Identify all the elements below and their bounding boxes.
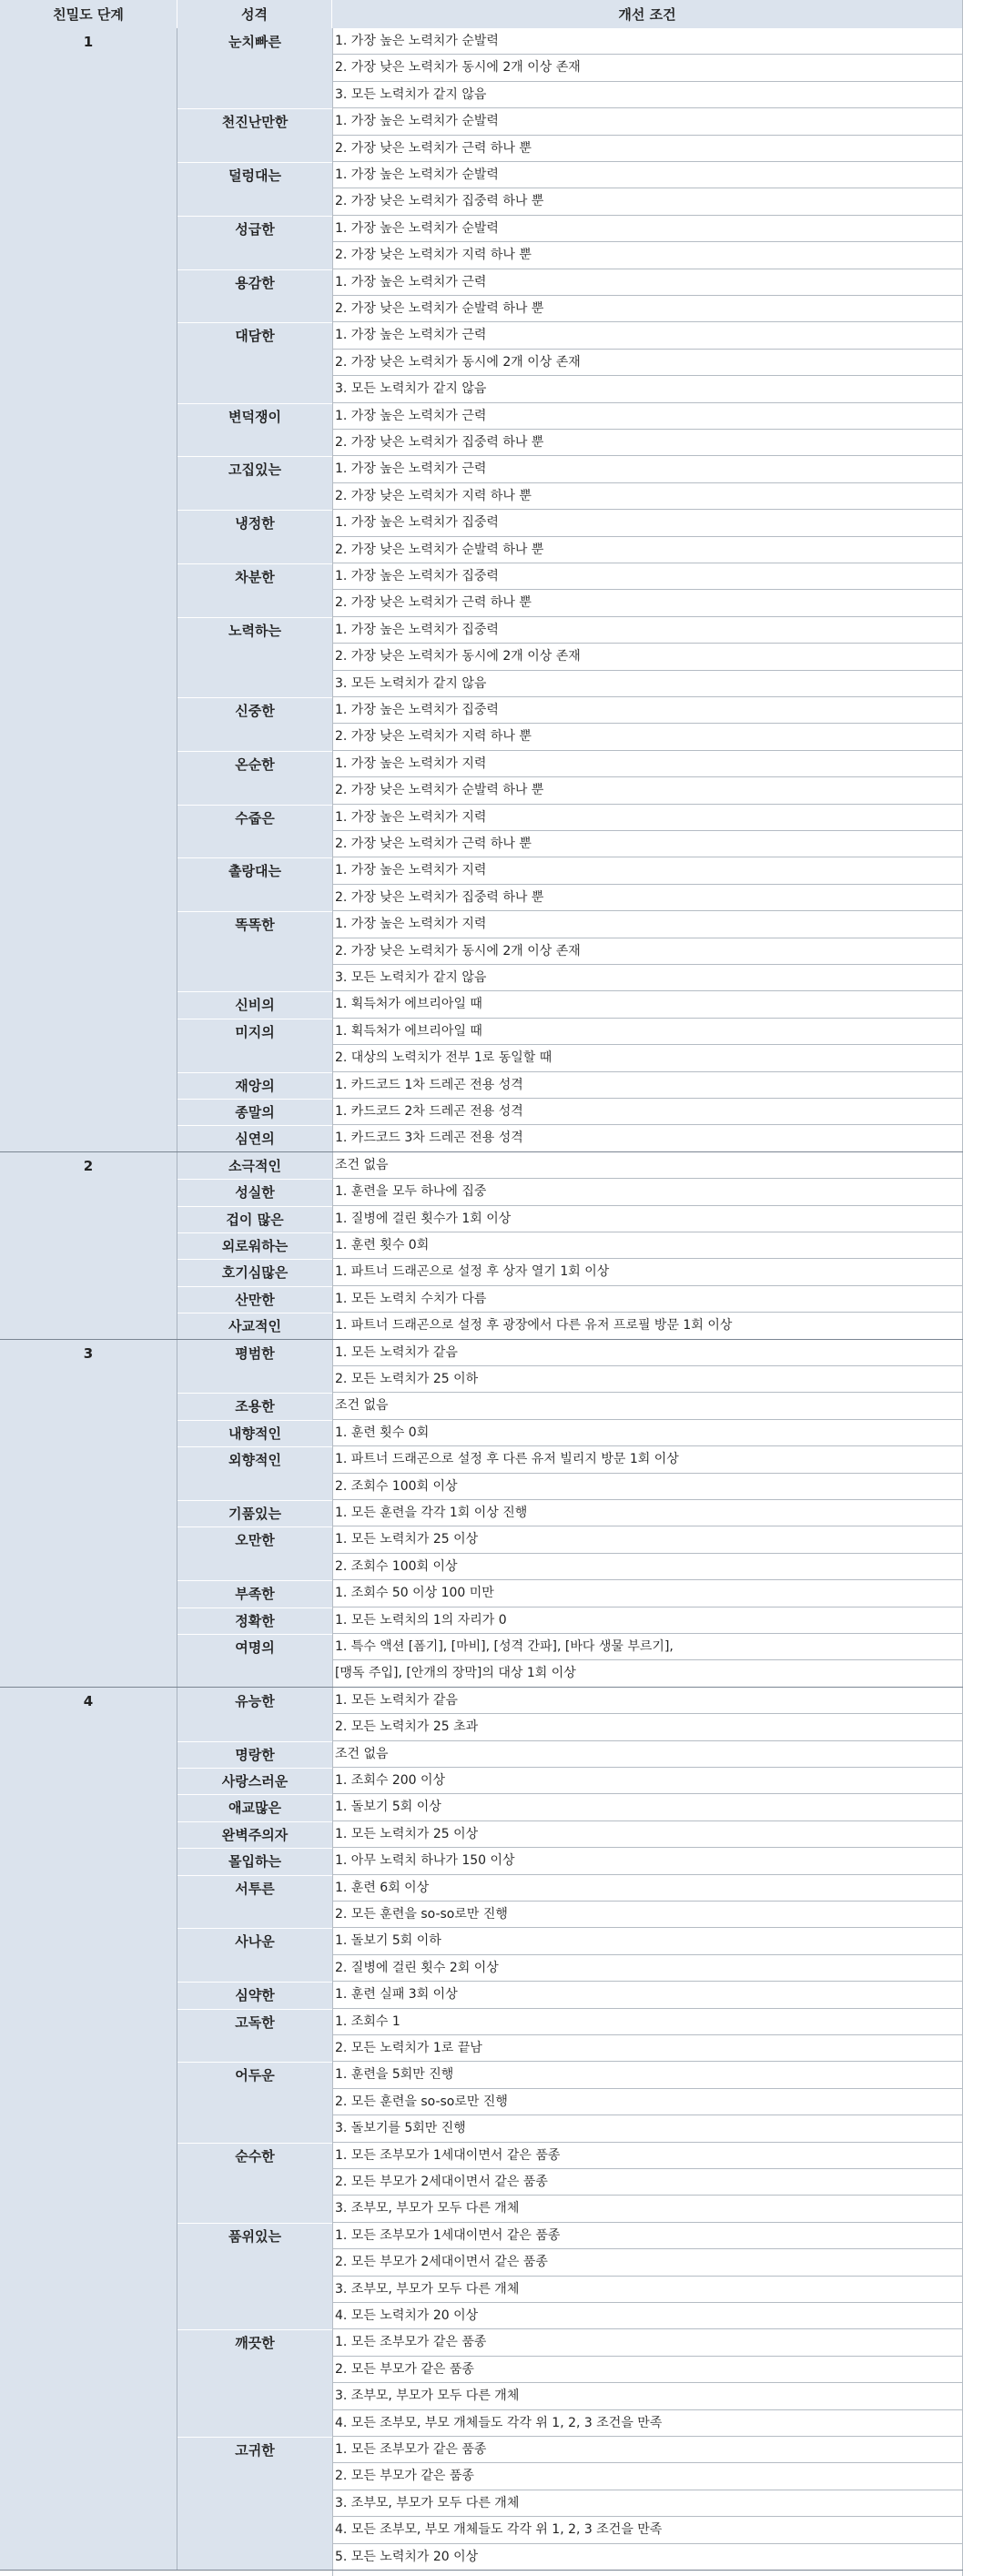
condition-text: 1. 가장 높은 노력치가 집중력 [335, 622, 499, 637]
condition-row-line [332, 2516, 963, 2517]
personality-divider [177, 2329, 332, 2330]
condition-text: [맹독 주입], [안개의 장막]의 대상 1회 이상 [335, 1666, 576, 1681]
condition-row-line [332, 2328, 963, 2329]
condition-row-line [332, 2168, 963, 2169]
personality-name: 고독한 [235, 2013, 275, 2031]
personality-divider [177, 805, 332, 806]
condition-text: 2. 조회수 100회 이상 [335, 1478, 458, 1494]
condition-row-line [332, 616, 963, 617]
personality-divider [177, 1072, 332, 1073]
condition-text: 1. 훈련 6회 이상 [335, 1880, 430, 1895]
condition-text: 1. 훈련을 5회만 진행 [335, 2067, 454, 2083]
personality-divider [177, 697, 332, 698]
condition-row-line [332, 2276, 963, 2277]
condition-text: 3. 모든 노력치가 같지 않음 [335, 675, 487, 691]
condition-row-line [332, 1018, 963, 1019]
personality-divider [177, 1286, 332, 1287]
personality-divider [177, 1259, 332, 1260]
condition-text: 5. 모든 노력치가 20 이상 [335, 2549, 479, 2564]
condition-text: 4. 모든 조부모, 부모 개체들도 각각 위 1, 2, 3 조건을 만족 [335, 2522, 663, 2538]
condition-row-line [332, 750, 963, 751]
condition-row-line [332, 884, 963, 885]
personality-name: 내향적인 [228, 1425, 281, 1442]
condition-text: 1. 가장 높은 노력치가 지력 [335, 917, 487, 932]
condition-row-line [332, 1874, 963, 1875]
condition-text: 1. 조회수 1 [335, 2013, 400, 2029]
condition-row-line [332, 161, 963, 162]
condition-text: 3. 모든 노력치가 같지 않음 [335, 381, 487, 397]
condition-row-line [332, 321, 963, 322]
condition-row-line [332, 910, 963, 911]
condition-row-line [332, 830, 963, 831]
condition-row-line [332, 1579, 963, 1580]
condition-text: 2. 가장 낮은 노력치가 집중력 하나 뿐 [335, 435, 544, 450]
personality-divider [177, 1794, 332, 1795]
header-personality: 성격 [177, 0, 332, 28]
condition-text: 3. 모든 노력치가 같지 않음 [335, 970, 487, 985]
condition-row-line [332, 54, 963, 55]
condition-row-line [332, 2008, 963, 2009]
personality-divider [177, 1848, 332, 1849]
condition-text: 1. 모든 조부모가 같은 품종 [335, 2442, 487, 2457]
personality-divider [177, 751, 332, 752]
condition-row-line [332, 1793, 963, 1794]
personality-name: 재앙의 [235, 1077, 275, 1094]
condition-text: 2. 조회수 100회 이상 [335, 1558, 458, 1574]
condition-text: 2. 가장 낮은 노력치가 순발력 하나 뿐 [335, 542, 544, 557]
condition-text: 1. 파트너 드래곤으로 설정 후 다른 유저 빌리지 방문 1회 이상 [335, 1452, 679, 1467]
personality-name: 산만한 [235, 1291, 275, 1308]
condition-text: 2. 모든 훈련을 so-so로만 진행 [335, 2094, 508, 2109]
condition-text: 3. 조부모, 부모가 모두 다른 개체 [335, 2495, 520, 2510]
personality-name: 평범한 [235, 1344, 275, 1362]
condition-row-line [332, 402, 963, 403]
personality-divider [177, 563, 332, 564]
tier-label: 4 [0, 1688, 177, 2571]
condition-text: 2. 모든 부모가 같은 품종 [335, 2469, 474, 2484]
condition-row-line [332, 1445, 963, 1446]
condition-text: 1. 파트너 드래곤으로 설정 후 광장에서 다른 유저 프로필 방문 1회 이상 [335, 1318, 733, 1334]
condition-text: 2. 가장 낮은 노력치가 집중력 하나 뿐 [335, 194, 544, 209]
condition-row-line [332, 1124, 963, 1125]
personality-divider [177, 1821, 332, 1822]
personality-divider [177, 1928, 332, 1929]
personality-name: 심연의 [235, 1131, 275, 1148]
condition-row-line [332, 643, 963, 644]
personality-name: 소극적인 [228, 1157, 281, 1174]
condition-text: 조건 없음 [335, 1746, 389, 1761]
condition-row-line [332, 536, 963, 537]
condition-row-line [332, 2409, 963, 2410]
condition-row-line [332, 2543, 963, 2544]
condition-row-line [332, 455, 963, 456]
condition-text: 1. 모든 노력치가 같음 [335, 1344, 458, 1360]
personality-divider [177, 1420, 332, 1421]
condition-row-line [332, 1553, 963, 1554]
personality-name: 덜렁대는 [228, 167, 281, 184]
condition-text: 1. 가장 높은 노력치가 지력 [335, 863, 487, 878]
condition-row-line [332, 2195, 963, 2196]
condition-text: 1. 카드코드 2차 드레곤 전용 성격 [335, 1104, 523, 1119]
condition-row-line [332, 1767, 963, 1768]
condition-row-line [332, 2382, 963, 2383]
personality-name: 호기심많은 [221, 1264, 289, 1282]
condition-row-line [332, 1713, 963, 1714]
condition-row-line [332, 1981, 963, 1982]
condition-row-line [332, 241, 963, 242]
personality-divider [177, 2062, 332, 2063]
condition-text: 3. 조부모, 부모가 모두 다른 개체 [335, 2201, 520, 2216]
condition-row-line [332, 2436, 963, 2437]
personality-name: 온순한 [235, 756, 275, 773]
condition-text: 1. 가장 높은 노력치가 집중력 [335, 703, 499, 717]
personality-divider [177, 456, 332, 457]
condition-text: 2. 가장 낮은 노력치가 집중력 하나 뿐 [335, 889, 544, 905]
personality-name: 서투른 [235, 1880, 275, 1897]
condition-text: 1. 모든 노력치 수치가 다름 [335, 1291, 487, 1306]
personality-name: 어두운 [235, 2067, 275, 2084]
condition-text: 2. 모든 부모가 같은 품종 [335, 2361, 474, 2377]
condition-row-line [332, 2034, 963, 2035]
condition-row-line [332, 2142, 963, 2143]
personality-name: 종말의 [235, 1104, 275, 1121]
personality-name: 냉정한 [235, 515, 275, 532]
personality-name: 부족한 [235, 1586, 275, 1603]
condition-text: 1. 모든 노력치가 같음 [335, 1692, 458, 1708]
personality-divider [177, 991, 332, 992]
condition-text: 2. 가장 낮은 노력치가 근력 하나 뿐 [335, 595, 532, 611]
condition-text: 1. 가장 높은 노력치가 집중력 [335, 515, 499, 531]
condition-text: 1. 훈련 실패 3회 이상 [335, 1987, 458, 2003]
condition-row-line [332, 723, 963, 724]
condition-row-line [332, 1044, 963, 1045]
personality-name: 성급한 [235, 220, 275, 238]
condition-text: 2. 가장 낮은 노력치가 순발력 하나 뿐 [335, 301, 544, 316]
personality-name: 조용한 [235, 1398, 275, 1415]
personality-name: 고귀한 [235, 2442, 275, 2459]
condition-text: 2. 가장 낮은 노력치가 근력 하나 뿐 [335, 140, 532, 156]
condition-text: 2. 질병에 걸린 횟수 2회 이상 [335, 1960, 499, 1975]
personality-name: 수줍은 [235, 809, 275, 827]
condition-text: 1. 모든 조부모가 1세대이면서 같은 품종 [335, 2147, 561, 2163]
personality-divider [177, 1500, 332, 1501]
condition-text: 1. 가장 높은 노력치가 근력 [335, 408, 487, 423]
condition-text: 2. 가장 낮은 노력치가 동시에 2개 이상 존재 [335, 649, 581, 664]
condition-row-line [332, 1633, 963, 1634]
condition-row-line [332, 990, 963, 991]
personality-name: 대담한 [235, 328, 275, 345]
condition-text: 1. 가장 높은 노력치가 근력 [335, 274, 487, 289]
condition-text: 4. 모든 노력치가 20 이상 [335, 2308, 479, 2323]
condition-row-line [332, 1205, 963, 1206]
condition-row-line [332, 429, 963, 430]
personality-divider [177, 1446, 332, 1447]
condition-row-line [332, 1392, 963, 1393]
condition-text: 3. 조부모, 부모가 모두 다른 개체 [335, 2281, 520, 2297]
condition-text: 1. 가장 높은 노력치가 순발력 [335, 167, 499, 182]
condition-row-line [332, 589, 963, 590]
condition-text: 1. 모든 조부모가 같은 품종 [335, 2335, 487, 2350]
condition-text: 2. 가장 낮은 노력치가 지력 하나 뿐 [335, 248, 532, 263]
condition-text: 1. 조회수 50 이상 100 미만 [335, 1586, 494, 1601]
condition-row-line [332, 2061, 963, 2062]
personality-band [177, 1688, 332, 2571]
personality-divider [177, 1875, 332, 1876]
condition-row-line [332, 2088, 963, 2089]
personality-divider [177, 1232, 332, 1233]
personality-name: 외로워하는 [221, 1238, 289, 1254]
condition-text: 1. 획득처가 에브리아일 때 [335, 997, 482, 1012]
condition-text: 1. 모든 훈련을 각각 1회 이상 진행 [335, 1506, 528, 1520]
condition-text: 1. 가장 높은 노력치가 지력 [335, 809, 487, 825]
condition-text: 1. 모든 노력치가 25 이상 [335, 1826, 479, 1841]
condition-row-line [332, 964, 963, 965]
personality-divider [177, 1099, 332, 1100]
condition-text: 4. 모든 조부모, 부모 개체들도 각각 위 1, 2, 3 조건을 만족 [335, 2415, 663, 2430]
condition-text: 2. 대상의 노력치가 전부 1로 동일할 때 [335, 1050, 552, 1066]
condition-row-line [332, 1740, 963, 1741]
condition-text: 2. 가장 낮은 노력치가 순발력 하나 뿐 [335, 783, 544, 798]
condition-text: 2. 모든 노력치가 25 초과 [335, 1719, 479, 1735]
condition-text: 2. 가장 낮은 노력치가 지력 하나 뿐 [335, 488, 532, 503]
personality-name: 외향적인 [228, 1452, 281, 1469]
condition-row-line [332, 1901, 963, 1902]
personality-divider [177, 1580, 332, 1581]
condition-row-line [332, 696, 963, 697]
condition-row-line [332, 804, 963, 805]
personality-divider [177, 1607, 332, 1608]
condition-text: 1. 가장 높은 노력치가 순발력 [335, 114, 499, 129]
condition-row-line [332, 1847, 963, 1848]
condition-row-line [332, 1954, 963, 1955]
condition-row-line [332, 1178, 963, 1179]
condition-row-line [332, 2302, 963, 2303]
condition-text: 1. 훈련 횟수 0회 [335, 1425, 430, 1440]
condition-text: 1. 모든 조부모가 1세대이면서 같은 품종 [335, 2227, 561, 2243]
condition-text: 2. 가장 낮은 노력치가 동시에 2개 이상 존재 [335, 354, 581, 370]
condition-text: 2. 모든 부모가 2세대이면서 같은 품종 [335, 2175, 548, 2189]
personality-name: 변덕쟁이 [228, 408, 281, 425]
condition-row-line [332, 135, 963, 136]
personality-name: 신비의 [235, 997, 275, 1014]
personality-divider [177, 1526, 332, 1527]
condition-text: 2. 모든 부모가 2세대이면서 같은 품종 [335, 2255, 548, 2270]
condition-row-line [332, 107, 963, 108]
personality-divider [177, 2223, 332, 2224]
personality-divider [177, 1179, 332, 1180]
condition-row-line [332, 1499, 963, 1500]
condition-row-line [332, 2462, 963, 2463]
personality-name: 순수한 [235, 2147, 275, 2165]
personality-name: 유능한 [235, 1692, 275, 1709]
personality-name: 사나운 [235, 1933, 275, 1951]
personality-divider [177, 322, 332, 323]
personality-divider [177, 1125, 332, 1126]
condition-row-line [332, 2248, 963, 2249]
personality-name: 똑똑한 [235, 917, 275, 934]
personality-name: 심약한 [235, 1987, 275, 2004]
personality-name: 고집있는 [228, 461, 281, 479]
condition-text: 1. 파트너 드래곤으로 설정 후 상자 열기 1회 이상 [335, 1264, 610, 1280]
condition-text: 2. 모든 노력치가 1로 끝남 [335, 2041, 482, 2055]
personality-name: 겁이 많은 [226, 1211, 284, 1228]
condition-text: 3. 모든 노력치가 같지 않음 [335, 86, 487, 102]
condition-row-line [332, 1098, 963, 1099]
personality-name: 촐랑대는 [228, 863, 281, 880]
personality-divider [177, 2143, 332, 2144]
personality-divider [177, 108, 332, 109]
personality-divider [177, 1393, 332, 1394]
personality-divider [177, 1206, 332, 1207]
condition-text: 2. 가장 낮은 노력치가 동시에 2개 이상 존재 [335, 943, 581, 958]
personality-divider [177, 911, 332, 912]
condition-text: 2. 모든 노력치가 25 이하 [335, 1372, 479, 1386]
condition-row-line [332, 670, 963, 671]
condition-text: 1. 훈련 횟수 0회 [335, 1238, 430, 1253]
condition-row-line [332, 1285, 963, 1286]
condition-text: 1. 가장 높은 노력치가 근력 [335, 328, 487, 343]
personality-divider [177, 857, 332, 858]
personality-divider [177, 269, 332, 270]
condition-row-line [332, 1312, 963, 1313]
personality-divider [177, 2009, 332, 2010]
personality-name: 노력하는 [228, 622, 281, 639]
condition-row-line [332, 1071, 963, 1072]
condition-row-line [332, 776, 963, 777]
condition-text: 1. 모든 노력치의 1의 자리가 0 [335, 1612, 507, 1628]
personality-name: 여명의 [235, 1639, 275, 1656]
condition-text: 1. 카드코드 1차 드레곤 전용 성격 [335, 1077, 523, 1092]
personality-name: 차분한 [235, 569, 275, 585]
personality-divider [177, 162, 332, 163]
condition-text: 2. 가장 낮은 노력치가 동시에 2개 이상 존재 [335, 60, 581, 76]
personality-name: 완벽주의자 [221, 1826, 289, 1843]
tier-label: 3 [0, 1340, 177, 1688]
personality-name: 정확한 [235, 1612, 275, 1629]
personality-name: 오만한 [235, 1532, 275, 1549]
personality-name: 기품있는 [228, 1506, 281, 1522]
personality-name: 눈치빠른 [228, 34, 281, 50]
condition-text: 2. 모든 훈련을 so-so로만 진행 [335, 1907, 508, 1922]
condition-row-line [332, 1258, 963, 1259]
personality-divider [177, 1768, 332, 1769]
condition-text: 조건 없음 [335, 1398, 389, 1414]
condition-text: 1. 가장 높은 노력치가 순발력 [335, 220, 499, 236]
condition-text: 2. 가장 낮은 노력치가 근력 하나 뿐 [335, 837, 532, 851]
condition-row-line [332, 1419, 963, 1420]
condition-row-line [332, 1365, 963, 1366]
condition-text: 1. 카드코드 3차 드레곤 전용 성격 [335, 1131, 523, 1146]
tier-divider [0, 2570, 963, 2571]
personality-name: 품위있는 [228, 2227, 281, 2245]
header-tier: 친밀도 단계 [0, 0, 177, 28]
condition-text: 1. 가장 높은 노력치가 근력 [335, 461, 487, 477]
condition-text: 1. 돌보기 5회 이하 [335, 1933, 441, 1949]
tier-label: 1 [0, 28, 177, 1152]
condition-text: 1. 특수 액션 [폼기], [마비], [성격 간파], [바다 생물 부르기], [335, 1639, 674, 1654]
condition-row-line [332, 482, 963, 483]
condition-row-line [332, 295, 963, 296]
personality-name: 깨끗한 [235, 2335, 275, 2352]
condition-text: 1. 질병에 걸린 횟수가 1회 이상 [335, 1211, 512, 1226]
condition-text: 3. 조부모, 부모가 모두 다른 개체 [335, 2388, 520, 2404]
condition-text: 1. 조회수 200 이상 [335, 1773, 446, 1788]
condition-text: 1. 획득처가 에브리아일 때 [335, 1023, 482, 1039]
condition-text: 1. 훈련을 모두 하나에 집중 [335, 1184, 487, 1200]
personality-name: 신중한 [235, 703, 275, 719]
column-divider [332, 28, 333, 2576]
personality-name: 천진난만한 [221, 114, 289, 131]
condition-text: 조건 없음 [335, 1157, 389, 1172]
condition-text: 2. 가장 낮은 노력치가 지력 하나 뿐 [335, 729, 532, 745]
personality-divider [177, 2437, 332, 2438]
condition-text: 1. 아무 노력치 하나가 150 이상 [335, 1853, 515, 1869]
condition-row-line [332, 1473, 963, 1474]
header-condition: 개선 조건 [332, 0, 963, 28]
personality-name: 명랑한 [235, 1746, 275, 1763]
condition-row-line [332, 1820, 963, 1821]
condition-row-line [332, 81, 963, 82]
personality-name: 사랑스러운 [221, 1773, 289, 1790]
condition-text: 1. 가장 높은 노력치가 순발력 [335, 34, 499, 48]
personality-name: 애교많은 [228, 1800, 281, 1817]
personality-divider [177, 1634, 332, 1635]
personality-name: 용감한 [235, 274, 275, 291]
condition-row-line [332, 1659, 963, 1660]
personality-divider [177, 510, 332, 511]
condition-row-line [332, 1927, 963, 1928]
personality-band [177, 28, 332, 1152]
personality-divider [177, 403, 332, 404]
condition-text: 1. 모든 노력치가 25 이상 [335, 1532, 479, 1547]
condition-text: 1. 가장 높은 노력치가 지력 [335, 756, 487, 771]
table-right-border [962, 0, 963, 2576]
condition-row-line [332, 2356, 963, 2357]
personality-name: 몰입하는 [228, 1853, 281, 1871]
condition-row-line [332, 215, 963, 216]
condition-text: 1. 돌보기 5회 이상 [335, 1800, 441, 1815]
condition-text: 3. 돌보기를 5회만 진행 [335, 2121, 466, 2136]
personality-name: 성실한 [235, 1184, 275, 1202]
condition-row-line [332, 349, 963, 350]
personality-divider [177, 617, 332, 618]
personality-name: 사교적인 [228, 1318, 281, 1335]
personality-divider [177, 1741, 332, 1742]
personality-divider [177, 216, 332, 217]
condition-row-line [332, 375, 963, 376]
condition-row-line [332, 509, 963, 510]
condition-text: 1. 가장 높은 노력치가 집중력 [335, 569, 499, 583]
tier-label: 2 [0, 1152, 177, 1340]
condition-row-line [332, 2222, 963, 2223]
personality-name: 미지의 [235, 1023, 275, 1040]
personality-divider [177, 1982, 332, 1983]
